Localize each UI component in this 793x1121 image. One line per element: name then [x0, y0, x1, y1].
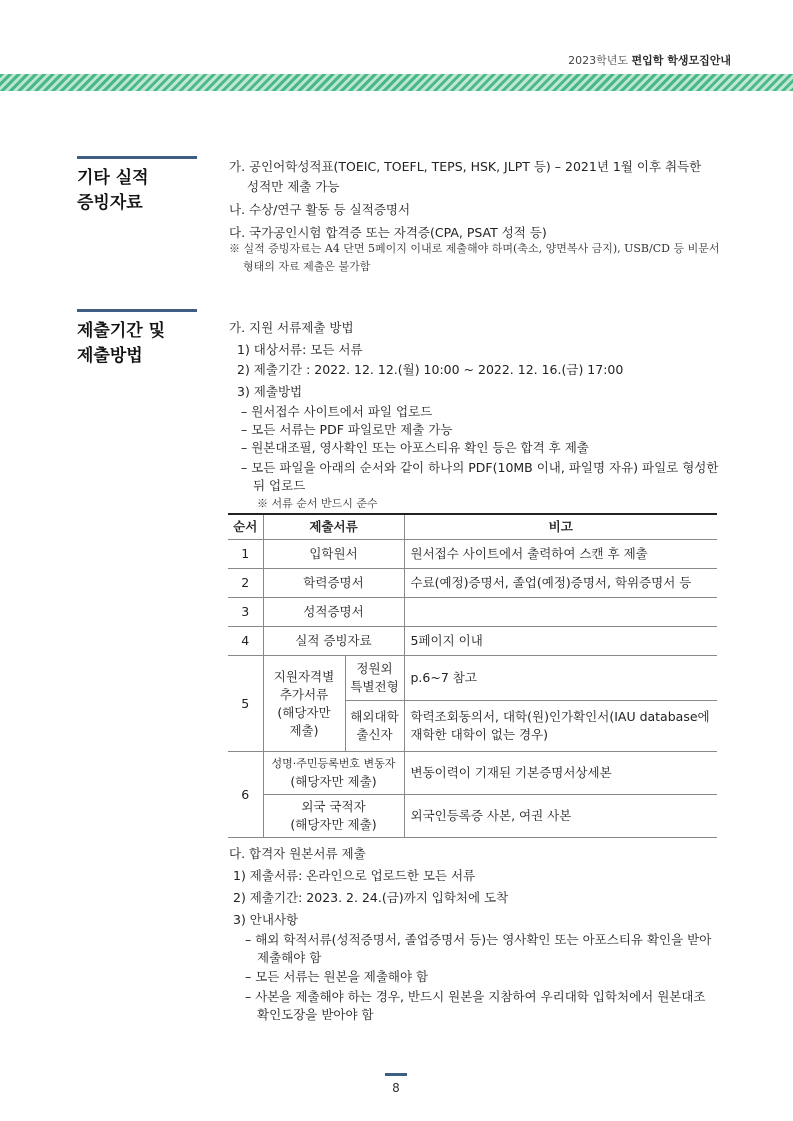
cell-document: 실적 증빙자료	[263, 627, 404, 656]
running-header	[568, 52, 731, 68]
list-item: – 원서접수 사이트에서 파일 업로드	[241, 404, 433, 419]
list-item-continuation: 뒤 업로드	[253, 478, 306, 493]
list-item: – 모든 서류는 원본을 제출해야 함	[245, 969, 429, 984]
list-item: 1) 제출서류: 온라인으로 업로드한 모든 서류	[233, 868, 476, 883]
section-label-other-evidence	[77, 156, 197, 216]
cell-document-sub	[345, 656, 404, 701]
list-item: – 모든 서류는 PDF 파일로만 제출 가능	[241, 422, 453, 437]
cell-order: 6	[228, 752, 263, 838]
cell-document: 성적증명서	[263, 598, 404, 627]
note-text: ※ 서류 순서 반드시 준수	[257, 497, 378, 510]
cell-text-line: (해당자만	[277, 704, 331, 720]
cell-text-line: 특별전형	[350, 679, 399, 694]
page-number: 8	[392, 1081, 400, 1095]
cell-remarks: p.6~7 참고	[404, 656, 717, 701]
list-item-continuation: 확인도장을 받아야 함	[257, 1007, 374, 1022]
section-label-submission	[77, 309, 197, 369]
table-row	[228, 540, 717, 569]
section-label-line: 기타 실적	[77, 168, 149, 188]
subsection-title: 다. 합격자 원본서류 제출	[229, 846, 366, 861]
table-row	[228, 656, 717, 701]
header-year: 2023학년도	[568, 54, 629, 67]
header-title: 편입학 학생모집안내	[631, 54, 731, 67]
cell-remarks: 수료(예정)증명서, 졸업(예정)증명서, 학위증명서 등	[404, 569, 717, 598]
list-item: 2) 제출기간 : 2022. 12. 12.(월) 10:00 ~ 2022. 12. 16.(금) 17:00	[237, 362, 624, 377]
cell-document: 학력증명서	[263, 569, 404, 598]
cell-remarks: 변동이력이 기재된 기본증명서상세본	[404, 752, 717, 795]
subsection-title: 가. 지원 서류제출 방법	[229, 320, 354, 335]
list-item: – 원본대조필, 영사확인 또는 아포스티유 확인 등은 합격 후 제출	[241, 440, 589, 455]
cell-text-line: 추가서류	[279, 686, 329, 702]
col-header-remarks: 비고	[404, 514, 717, 540]
table-row	[228, 627, 717, 656]
cell-text-line: (해당자만 제출)	[290, 774, 377, 789]
cell-order: 3	[228, 598, 263, 627]
section-label-line: 제출기간 및	[77, 321, 166, 341]
header-stripe-band	[0, 74, 793, 91]
list-item: – 모든 파일을 아래의 순서와 같이 하나의 PDF(10MB 이내, 파일명 자유) 파일로 형성한	[241, 460, 719, 475]
page-number-bar	[385, 1073, 407, 1076]
table-row	[228, 598, 717, 627]
col-header-order: 순서	[228, 514, 263, 540]
section-label-line: 증빙자료	[77, 193, 143, 213]
table-row	[228, 795, 717, 838]
list-item: 3) 제출방법	[237, 384, 303, 399]
cell-document	[263, 752, 404, 795]
cell-remarks: 원서접수 사이트에서 출력하여 스캔 후 제출	[404, 540, 717, 569]
documents-table	[228, 513, 717, 838]
cell-remarks: 5페이지 이내	[404, 627, 717, 656]
cell-document-group	[263, 656, 345, 752]
table-header-row	[228, 514, 717, 540]
section-label-line: 제출방법	[77, 346, 143, 366]
list-item: 다. 국가공인시험 합격증 또는 자격증(CPA, PSAT 성적 등)	[229, 225, 547, 240]
cell-remarks	[404, 598, 717, 627]
cell-text-line: 정원외	[356, 661, 393, 676]
cell-remarks	[404, 701, 717, 752]
cell-text-line: 외국 국적자	[301, 799, 366, 814]
cell-text-line: 학력조회동의서, 대학(원)인가확인서(IAU database에	[410, 709, 710, 724]
list-item: – 해외 학적서류(성적증명서, 졸업증명서 등)는 영사확인 또는 아포스티유 확인을 받아	[245, 932, 712, 947]
cell-text-line: 출신자	[356, 727, 393, 742]
cell-order: 5	[228, 656, 263, 752]
list-item: 3) 안내사항	[233, 912, 299, 927]
cell-text-line: 해외대학	[350, 709, 399, 724]
cell-text-line: 지원자격별	[273, 668, 335, 684]
cell-text-line: 재학한 대학이 없는 경우)	[410, 727, 549, 742]
list-item-continuation: 제출해야 함	[257, 950, 322, 965]
cell-order: 4	[228, 627, 263, 656]
cell-text-line: 성명·주민등록번호 변동자	[271, 757, 396, 770]
cell-order: 2	[228, 569, 263, 598]
list-item: 1) 대상서류: 모든 서류	[237, 342, 363, 357]
list-item: 2) 제출기간: 2023. 2. 24.(금)까지 입학처에 도착	[233, 890, 509, 905]
cell-remarks: 외국인등록증 사본, 여권 사본	[404, 795, 717, 838]
cell-text-line: (해당자만 제출)	[290, 817, 377, 832]
list-item: 나. 수상/연구 활동 등 실적증명서	[229, 202, 411, 217]
cell-document	[263, 795, 404, 838]
cell-document-sub	[345, 701, 404, 752]
note-text: ※ 실적 증빙자료는 A4 단면 5페이지 이내로 제출해야 하며(축소, 양면복사 금지), USB/CD 등 비문서	[229, 242, 720, 255]
note-text-continuation: 형태의 자료 제출은 불가함	[243, 260, 371, 273]
list-item: 가. 공인어학성적표(TOEIC, TOEFL, TEPS, HSK, JLPT 등) – 2021년 1월 이후 취득한	[229, 159, 702, 174]
list-item: – 사본을 제출해야 하는 경우, 반드시 원본을 지참하여 우리대학 입학처에서 원본대조	[245, 989, 706, 1004]
table-row	[228, 569, 717, 598]
cell-document: 입학원서	[263, 540, 404, 569]
list-item-continuation: 성적만 제출 가능	[247, 179, 340, 194]
cell-order: 1	[228, 540, 263, 569]
cell-text-line: 제출)	[289, 722, 319, 738]
col-header-document: 제출서류	[263, 514, 404, 540]
table-row	[228, 752, 717, 795]
